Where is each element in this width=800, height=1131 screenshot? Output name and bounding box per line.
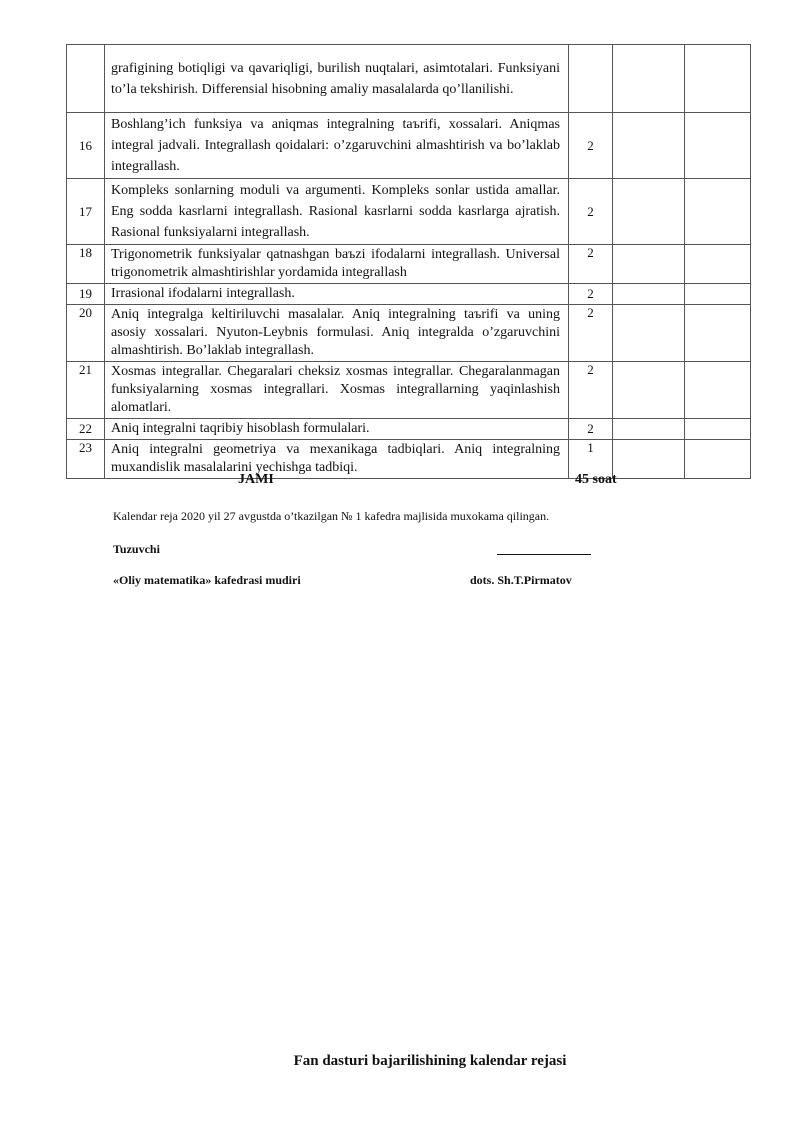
empty-cell	[613, 305, 685, 362]
table-row	[67, 284, 751, 305]
row-number: 23	[67, 440, 105, 479]
row-number	[67, 45, 105, 113]
table-row	[67, 113, 751, 179]
row-number: 19	[67, 284, 105, 305]
table-row	[67, 245, 751, 284]
row-hours: 2	[569, 419, 613, 440]
empty-cell	[613, 245, 685, 284]
empty-cell	[685, 245, 751, 284]
empty-cell	[613, 284, 685, 305]
author-label: Tuzuvchi	[113, 542, 160, 556]
empty-cell	[613, 362, 685, 419]
row-number: 22	[67, 419, 105, 440]
empty-cell	[613, 179, 685, 245]
section-title: Fan dasturi bajarilishining kalendar rejasi	[293, 1053, 567, 1069]
total-value: 45 soat	[575, 472, 617, 487]
row-topic: Aniq integralga keltiriluvchi masalalar. Aniq integralning taъrifi va uning asosiy xossalari. Nyuton-Leybnis formulasi. Aniq integralda o’zgaruvchini almashtirish. Bo’laklab integrallash.	[105, 305, 569, 362]
row-hours: 2	[569, 284, 613, 305]
table-row	[67, 179, 751, 245]
empty-cell	[685, 305, 751, 362]
row-number: 20	[67, 305, 105, 362]
row-number: 21	[67, 362, 105, 419]
empty-cell	[613, 113, 685, 179]
row-hours: 2	[569, 305, 613, 362]
empty-cell	[613, 45, 685, 113]
empty-cell	[613, 419, 685, 440]
empty-cell	[613, 440, 685, 479]
calendar-plan-table	[66, 44, 751, 479]
table-row	[67, 45, 751, 113]
approval-note: Kalendar reja 2020 yil 27 avgustda o’tkazilgan № 1 kafedra majlisida muxokama qilingan.	[113, 509, 550, 523]
empty-cell	[685, 284, 751, 305]
row-number: 18	[67, 245, 105, 284]
row-hours: 2	[569, 179, 613, 245]
table-row	[67, 419, 751, 440]
row-hours: 2	[569, 245, 613, 284]
row-hours: 2	[569, 113, 613, 179]
total-label: JAMI	[238, 472, 274, 487]
empty-cell	[685, 45, 751, 113]
row-hours: 2	[569, 362, 613, 419]
table-row	[67, 362, 751, 419]
row-hours	[569, 45, 613, 113]
row-number: 16	[67, 113, 105, 179]
row-topic: Irrasional ifodalarni integrallash.	[105, 284, 569, 305]
signature-line	[497, 554, 591, 555]
row-topic: Boshlang’ich funksiya va aniqmas integralning taъrifi, xossalari. Aniqmas integral jadvali. Integrallash qoidalari: o’zgaruvchini almashtirish va bo’laklab integrallash.	[105, 113, 569, 179]
empty-cell	[685, 419, 751, 440]
empty-cell	[685, 362, 751, 419]
empty-cell	[685, 179, 751, 245]
row-topic: grafigining botiqligi va qavariqligi, burilish nuqtalari, asimtotalari. Funksiyani to’la tekshirish. Differensial hisobning amaliy masalalarda qo’llanilishi.	[105, 45, 569, 113]
row-hours: 1	[569, 440, 613, 479]
row-topic: Xosmas integrallar. Chegaralari cheksiz xosmas integrallar. Chegaralanmagan funksiyalarning xosmas integrallari. Xosmas integrallarning yaqinlashish alomatlari.	[105, 362, 569, 419]
row-topic: Kompleks sonlarning moduli va argumenti. Kompleks sonlar ustida amallar. Eng sodda kasrlarni integrallash. Rasional kasrlarni sodda kasrlarga ajratish. Rasional funksiyalarni integrallash.	[105, 179, 569, 245]
table-row	[67, 440, 751, 479]
row-topic: Aniq integralni geometriya va mexanikaga tadbiqlari. Aniq integralning muxandislik masalalarini yechishga tadbiqi.	[105, 440, 569, 479]
department-head-role: «Oliy matematika» kafedrasi mudiri	[113, 573, 301, 587]
row-topic: Aniq integralni taqribiy hisoblash formulalari.	[105, 419, 569, 440]
empty-cell	[685, 440, 751, 479]
empty-cell	[685, 113, 751, 179]
row-number: 17	[67, 179, 105, 245]
row-topic: Trigonometrik funksiyalar qatnashgan baъzi ifodalarni integrallash. Universal trigonometrik almashtirishlar yordamida integrallash	[105, 245, 569, 284]
department-head-name: dots. Sh.T.Pirmatov	[470, 573, 572, 587]
table-row	[67, 305, 751, 362]
